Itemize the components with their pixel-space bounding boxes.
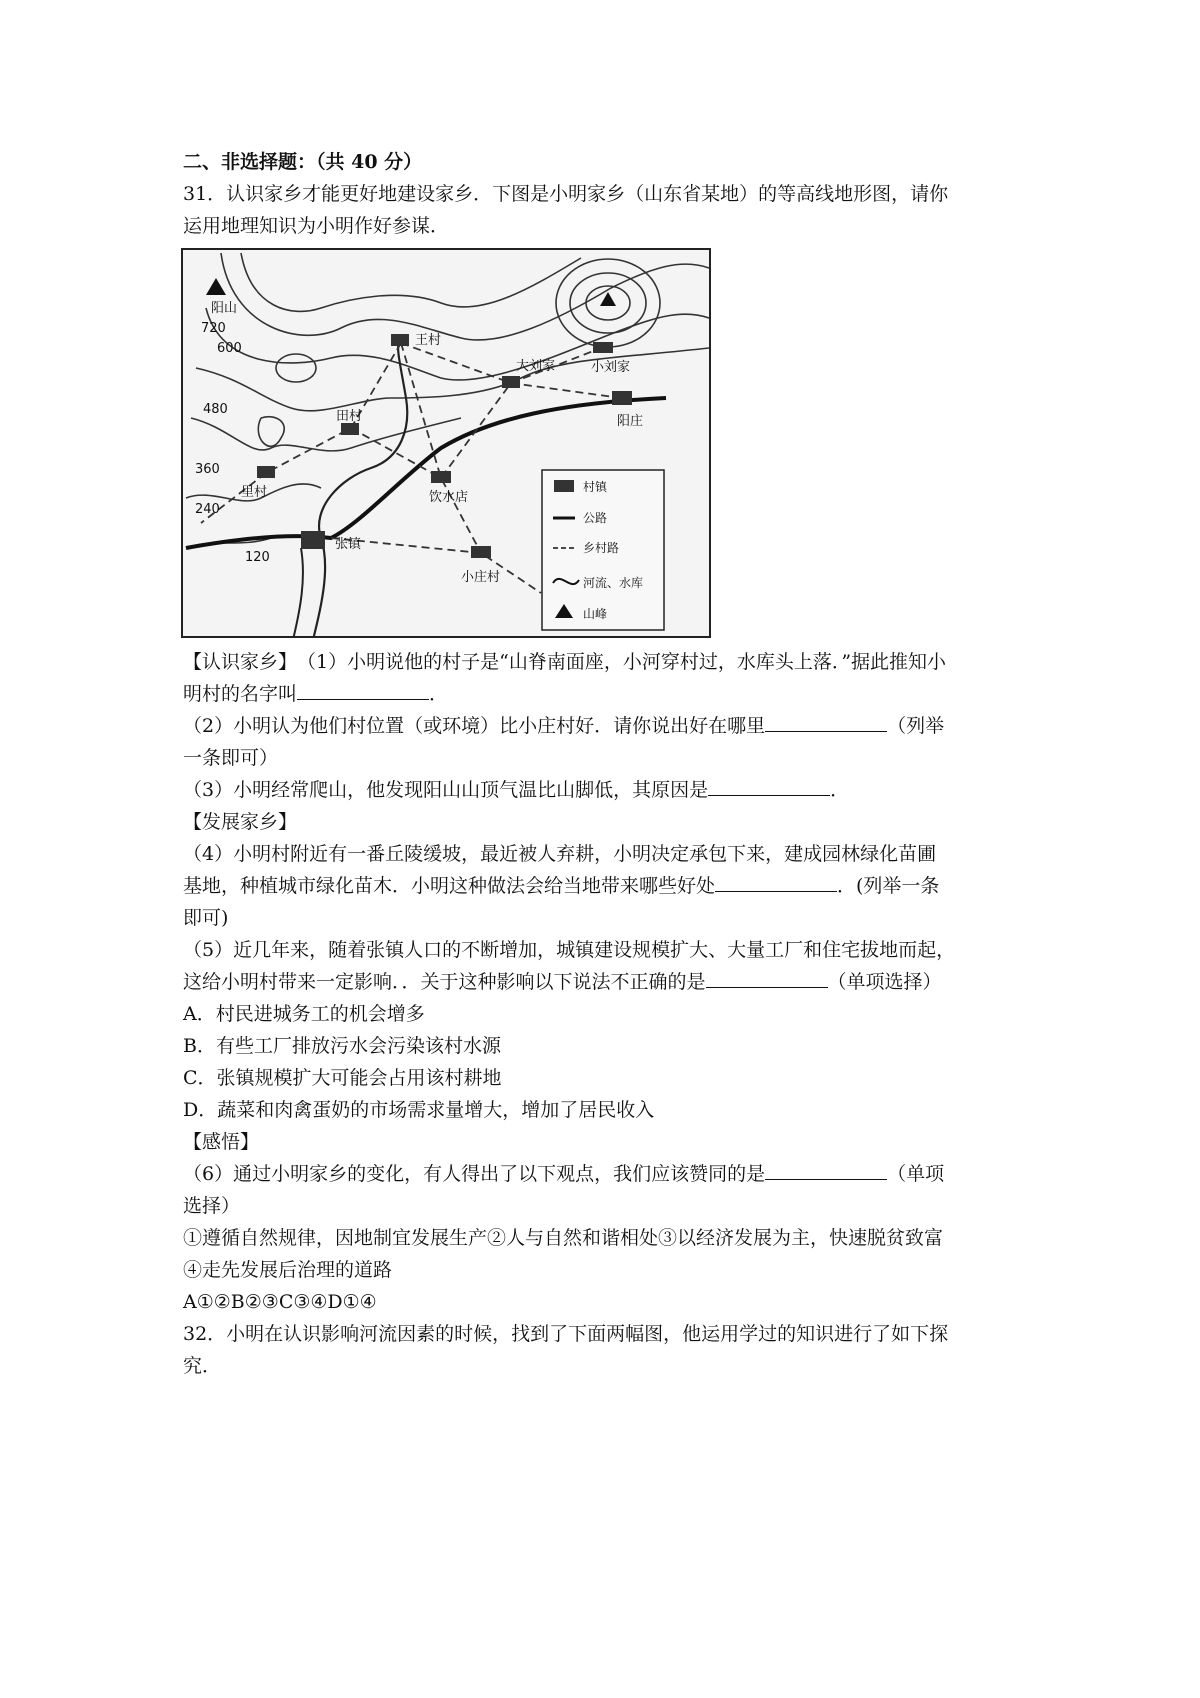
contour-label: 480 [203, 402, 228, 417]
heading-fazhan: 【发展家乡】 [183, 811, 298, 833]
village-icon [612, 391, 632, 405]
q32-line1: 32．小明在认识影响河流因素的时候，找到了下面两幅图，他运用学过的知识进行了如下探 [183, 1323, 949, 1345]
village-label-xiaozhuang: 小庄村 [461, 570, 501, 585]
q31-part6-line4: ④走先发展后治理的道路 [183, 1259, 393, 1281]
answer-blank-4[interactable] [715, 871, 837, 892]
heading-renshi: 【认识家乡】 [183, 651, 298, 673]
q31-part4-line3: 即可) [183, 907, 229, 929]
exam-content [183, 146, 1033, 1382]
section-title: 二、非选择题：（共 40 分） [183, 151, 423, 173]
village-icon [391, 334, 409, 346]
answer-blank-3[interactable] [708, 775, 830, 796]
answer-blank-1[interactable] [297, 679, 429, 700]
peak-label: 阳山 [211, 301, 238, 316]
contour-map-svg [181, 248, 711, 638]
village-label-yang: 阳庄 [617, 414, 644, 429]
q31-part4-line2: 基地，种植城市绿化苗木．小明这种做法会给当地带来哪些好处 ．(列举一条 [183, 870, 1033, 902]
village-label-wang: 王村 [415, 333, 442, 348]
village-icon [471, 546, 491, 558]
q31-part1-line1: （1）小明说他的村子是“山脊南面座，小河穿村过，水库头上落．”据此推知小 [297, 651, 947, 673]
q31-part6-line3: ①遵循自然规律，因地制宜发展生产②人与自然和谐相处③以经济发展为主，快速脱贫致富 [183, 1227, 944, 1249]
q31-part5-line2: 这给小明村带来一定影响．．关于这种影响以下说法不正确的是 （单项选择） [183, 966, 1033, 998]
q31-part1-line2: 明村的名字叫 ． [183, 678, 1033, 710]
contour-label: 600 [217, 341, 242, 356]
q31-part3: （3）小明经常爬山，他发现阳山山顶气温比山脚低，其原因是 ． [183, 774, 1033, 806]
q31-intro-line1: 31．认识家乡才能更好地建设家乡．下图是小明家乡（山东省某地）的等高线地形图，请你 [183, 183, 949, 205]
contour-label: 120 [245, 550, 270, 565]
answer-blank-6[interactable] [765, 1159, 887, 1180]
answer-blank-5[interactable] [706, 967, 828, 988]
contour-label: 720 [201, 321, 226, 336]
heading-ganwu: 【感悟】 [183, 1131, 260, 1153]
legend-label: 山峰 [583, 607, 608, 621]
q31-part6-line2: 选择） [183, 1195, 241, 1217]
village-icon [341, 423, 359, 435]
q31-part2-line1: （2）小明认为他们村位置（或环境）比小庄村好．请你说出好在哪里 （列举 [183, 710, 1033, 742]
village-label-daliu: 大刘家 [516, 359, 556, 374]
q31-part6-line1: （6）通过小明家乡的变化，有人得出了以下观点，我们应该赞同的是 （单项 [183, 1158, 1033, 1190]
contour-label: 240 [195, 502, 220, 517]
q31-intro-line2: 运用地理知识为小明作好参谋． [183, 215, 450, 237]
village-label-yinshui: 饮水店 [429, 490, 469, 505]
option-c: C．张镇规模扩大可能会占用该村耕地 [183, 1067, 502, 1089]
village-label-tian: 田村 [336, 409, 363, 424]
legend-label: 乡村路 [583, 541, 620, 555]
village-icon [431, 471, 451, 483]
option-b: B．有些工厂排放污水会污染该村水源 [183, 1035, 501, 1057]
village-label-zhang: 张镇 [335, 537, 362, 552]
village-label-li: 里村 [241, 485, 268, 500]
legend-label: 河流、水库 [583, 576, 644, 590]
village-label-xiaoliu: 小刘家 [591, 360, 631, 375]
option-a: A．村民进城务工的机会增多 [183, 1003, 425, 1025]
map-legend [542, 470, 664, 630]
village-icon [257, 466, 275, 478]
q31-part2-line2: 一条即可） [183, 747, 279, 769]
contour-label: 360 [195, 462, 220, 477]
village-icon [593, 342, 613, 353]
q32-line2: 究． [183, 1355, 222, 1377]
option-d: D．蔬菜和肉禽蛋奶的市场需求量增大，增加了居民收入 [183, 1099, 655, 1121]
q31-part6-line5: A①②B②③C③④D①④ [183, 1291, 377, 1313]
village-icon [301, 531, 325, 549]
contour-map [181, 248, 711, 638]
legend-village-icon [554, 480, 574, 492]
legend-label: 村镇 [583, 480, 608, 494]
legend-label: 公路 [583, 511, 608, 525]
answer-blank-2[interactable] [765, 711, 887, 732]
q31-part5-line1: （5）近几年来，随着张镇人口的不断增加，城镇建设规模扩大、大量工厂和住宅拔地而起， [183, 939, 956, 961]
village-icon [502, 376, 520, 388]
q31-part4-line1: （4）小明村附近有一番丘陵缓坡，最近被人弃耕，小明决定承包下来，建成园林绿化苗圃 [183, 843, 937, 865]
